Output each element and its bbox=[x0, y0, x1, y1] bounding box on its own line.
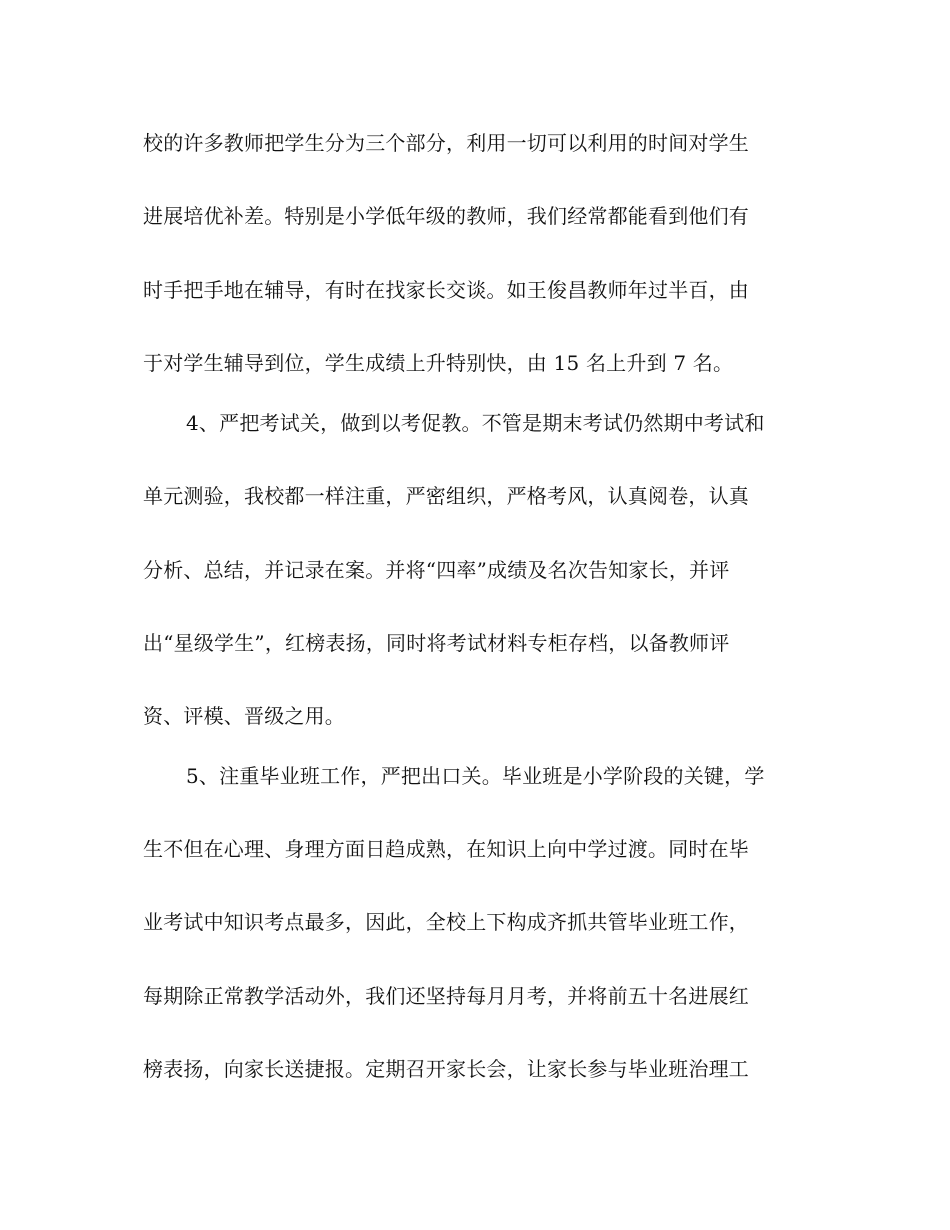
text-line: 生不但在心理、身理方面日趋成熟，在知识上向中学过渡。同时在毕 bbox=[143, 837, 749, 861]
paragraph-start-line: 4、严把考试关，做到以考促教。不管是期末考试仍然期中考试和 bbox=[186, 411, 765, 435]
text-line: 业考试中知识考点最多，因此，全校上下构成齐抓共管毕业班工作， bbox=[143, 910, 749, 934]
text-line: 出“星级学生”，红榜表扬，同时将考试材料专柜存档，以备教师评 bbox=[143, 631, 730, 655]
text-line: 时手把手地在辅导，有时在找家长交谈。如王俊昌教师年过半百，由 bbox=[143, 278, 749, 302]
text-line: 资、评模、晋级之用。 bbox=[143, 704, 345, 728]
text-line: 于对学生辅导到位，学生成绩上升特别快，由 15 名上升到 7 名。 bbox=[143, 351, 734, 375]
paragraph-start-line: 5、注重毕业班工作，严把出口关。毕业班是小学阶段的关键，学 bbox=[186, 764, 765, 788]
text-line: 分析、总结，并记录在案。并将“四率”成绩及名次告知家长，并评 bbox=[143, 558, 730, 582]
text-line: 每期除正常教学活动外，我们还坚持每月月考，并将前五十名进展红 bbox=[143, 984, 749, 1008]
text-line: 单元测验，我校都一样注重，严密组织，严格考风，认真阅卷，认真 bbox=[143, 484, 749, 508]
text-line: 进展培优补差。特别是小学低年级的教师，我们经常都能看到他们有 bbox=[143, 204, 749, 228]
text-line: 榜表扬，向家长送捷报。定期召开家长会，让家长参与毕业班治理工 bbox=[143, 1057, 749, 1081]
text-line: 校的许多教师把学生分为三个部分，利用一切可以利用的时间对学生 bbox=[143, 131, 749, 155]
